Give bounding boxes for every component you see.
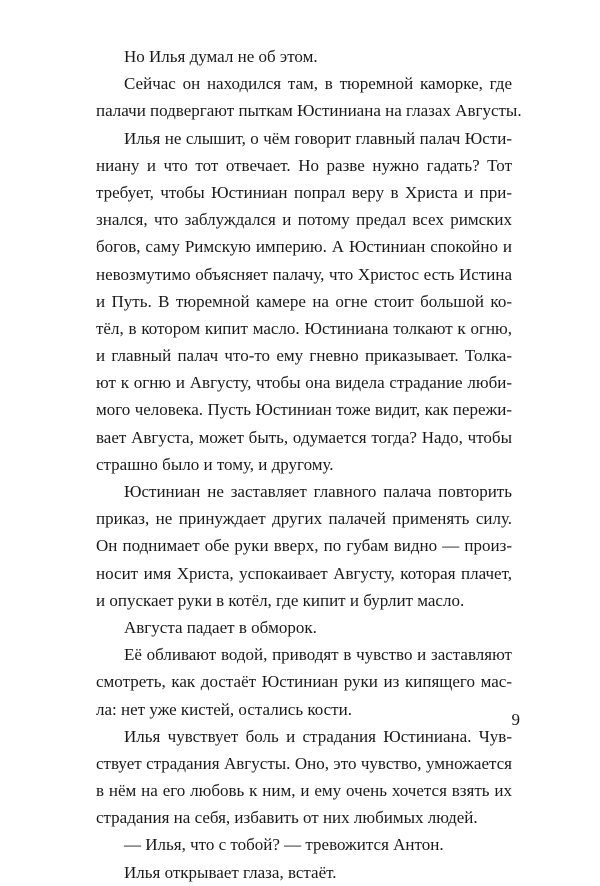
page-number: 9 — [511, 710, 520, 729]
text-line-4: Илья не слышит, о чём говорит главный палач Юсти- — [124, 128, 512, 148]
text-line-31: Илья открывает глаза, встаёт. — [124, 862, 337, 882]
text-line-30: — Илья, что с тобой? — тревожится Антон. — [124, 835, 444, 855]
text-line-21: и опускает руки в котёл, где кипит и бурлит масло. — [96, 590, 465, 610]
text-line-25: ла: нет уже кистей, остались кости. — [96, 699, 352, 719]
text-line-13: ют к огню и Августу, чтобы она видела страдание люби- — [96, 373, 512, 393]
page-text — [96, 43, 522, 886]
text-line-22: Августа падает в обморок. — [124, 617, 317, 637]
text-line-18: приказ, не принуждает других палачей применять силу. — [96, 509, 512, 529]
text-line-23: Её обливают водой, приводят в чувство и заставляют — [124, 645, 512, 665]
text-line-19: Он поднимает обе руки вверх, по губам видно — произ- — [96, 536, 512, 556]
text-line-27: ствует страдания Августы. Оно, это чувство, умножается — [96, 753, 512, 773]
text-line-2: Сейчас он находился там, в тюремной каморке, где — [124, 74, 512, 94]
text-line-29: страдания на себя, избавить от них любимых людей. — [96, 808, 478, 828]
text-line-15: вает Августа, может быть, одумается тогда? Надо, чтобы — [96, 427, 512, 447]
text-line-28: в нём на его любовь к ним, и ему очень хочется взять их — [96, 781, 512, 801]
text-line-11: тёл, в котором кипит масло. Юстиниана толкают к огню, — [96, 318, 512, 338]
text-line-16: страшно было и тому, и другому. — [96, 454, 334, 474]
text-line-17: Юстиниан не заставляет главного палача повторить — [124, 482, 512, 501]
text-line-20: носит имя Христа, успокаивает Августу, которая плачет, — [96, 563, 512, 583]
text-line-8: богов, саму Римскую империю. А Юстиниан спокойно и — [96, 237, 512, 257]
text-line-9: невозмутимо объясняет палачу, что Христос есть Истина — [96, 264, 512, 284]
text-line-1: Но Илья думал не об этом. — [124, 47, 318, 66]
text-line-5: ниану и что тот отвечает. Но разве нужно гадать? Тот — [96, 155, 512, 175]
text-line-3: палачи подвергают пыткам Юстиниана на глазах Августы. — [96, 101, 522, 121]
text-line-26: Илья чувствует боль и страдания Юстиниана. Чув- — [124, 726, 512, 746]
text-line-12: и главный палач что-то ему гневно приказывает. Толка- — [96, 346, 512, 366]
text-line-7: знался, что заблуждался и потому предал всех римских — [96, 210, 512, 230]
text-line-10: и Путь. В тюремной камере на огне стоит большой ко- — [96, 291, 512, 311]
text-line-14: мого человека. Пусть Юстиниан тоже видит, как пережи- — [96, 400, 512, 420]
text-line-24: смотреть, как достаёт Юстиниан руки из кипящего мас- — [96, 672, 512, 692]
text-line-6: требует, чтобы Юстиниан попрал веру в Христа и при- — [96, 182, 512, 202]
